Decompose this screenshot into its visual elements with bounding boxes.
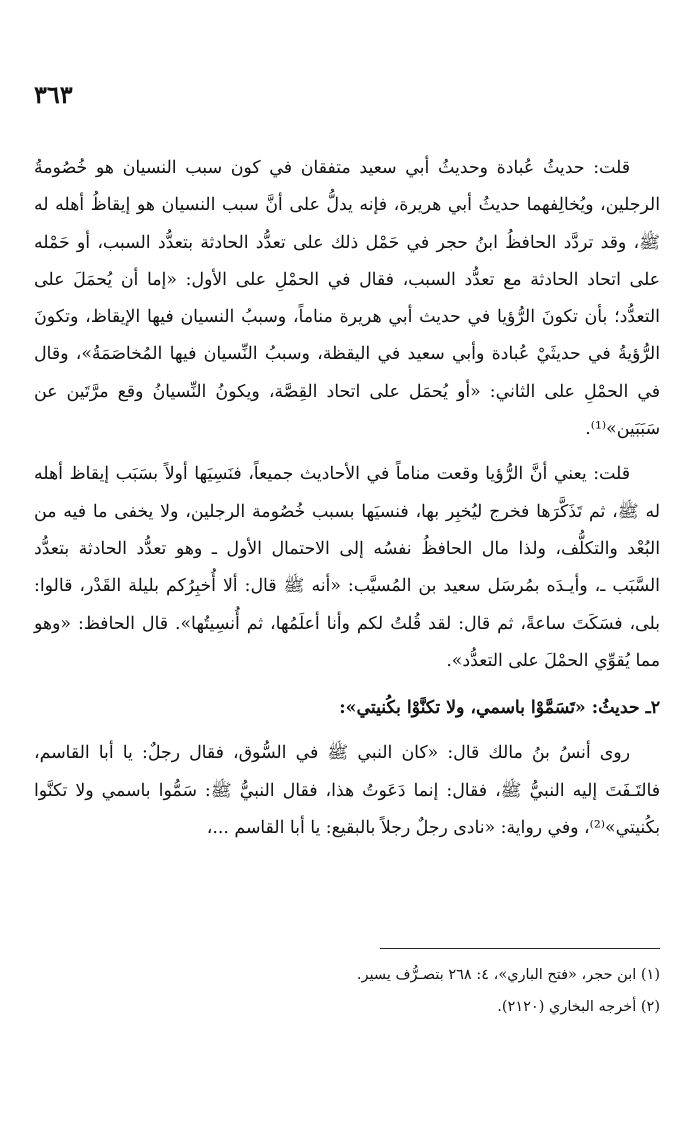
footnote-2: (٢) أخرجه البخاري (٢١٢٠). <box>497 999 660 1015</box>
footnote-1: (١) ابن حجر، «فتح الباري»، ٤: ٢٦٨ بتصـرُّف يسير. <box>356 967 660 983</box>
page-number: ٣٦٣ <box>34 80 73 109</box>
paragraph-2: قلت: يعني أنَّ الرُّؤيا وقعت مناماً في الأحاديث جميعاً، فنَسِيَها أولاً بسَبَب إيقاظ أهله له ﷺ، ثم تَذَكَّرَها فخرج ليُخبِر بها، فنسيَها بسبب خُصُومة الرجلين، ولا يخفى ما فيه من البُعْد والتكلُّف، ولذا مال الحافظُ نفسُه إلى الاحتمال الأول ـ وهو تعدُّد الحادثة بتعدُّد السَّبَب ـ، وأيـدَه بمُرسَل سعيد بن المُسيَّب: «أنه ﷺ قال: ألا أُخبِرُكم بليلة القَدْر، قالوا: بلى، فسَكَتَ ساعةً، ثم قال: لقد قُلتُ لكم وأنا أعلَمُها، ثم أُنسِيتُها». قال الحافظ: «وهو مما يُقوِّي الحمْلَ على التعدُّد». <box>34 464 660 671</box>
body-text <box>34 150 660 847</box>
hadith-heading: ٢ـ حديثُ: «تَسَمَّوْا باسمي، ولا تكنَّوْا بكُنيتي»: <box>339 698 660 719</box>
book-page <box>34 60 660 1100</box>
footnotes <box>34 948 660 1023</box>
footnote-divider <box>380 948 660 949</box>
paragraph-3: روى أنسُ بنُ مالك قال: «كان النبي ﷺ في السُّوق، فقال رجلٌ: يا أبا القاسم، فالتَـفَتَ إليه النبيُّ ﷺ، فقال: إنما دَعَوتُ هذا، فقال النبيُّ ﷺ: سَمُّوا باسمي ولا تكنَّوا بكُنيتي»⁽²⁾، وفي رواية: «نادى رجلٌ رجلاً بالبقيع: يا أبا القاسم ...، <box>34 743 660 839</box>
paragraph-1: قلت: حديثُ عُبادة وحديثُ أبي سعيد متفقان في كون سبب النسيان هو خُصُومةُ الرجلين، ويُخالِفهما حديثُ أبي هريرة، فإنه يدلُّ على أنَّ سبب النسيان هو إيقاظُ أهله له ﷺ، وقد تردَّد الحافظُ ابنُ حجر في حَمْل ذلك على تعدُّد الحادثة بتعدُّد السبب، أو حَمْله على اتحاد الحادثة مع تعدُّد السبب، فقال في الحمْلِ على الأول: «إما أن يُحمَلَ على التعدُّد؛ بأن تكونَ الرُّؤيا في حديث أبي هريرة مناماً، وسببُ النسيان فيها الإيقاظ، وتكونَ الرُّؤيةُ في حديثَيْ عُبادة وأبي سعيد في اليقظة، وسببُ النِّسيان فيها المُخاصَمَةُ»، وقال في الحمْلِ على الثاني: «أو يُحمَل على اتحاد القِصَّة، ويكونُ النِّسيانُ وقع مرَّتَين عن سَبَبَين»⁽¹⁾. <box>34 158 660 440</box>
